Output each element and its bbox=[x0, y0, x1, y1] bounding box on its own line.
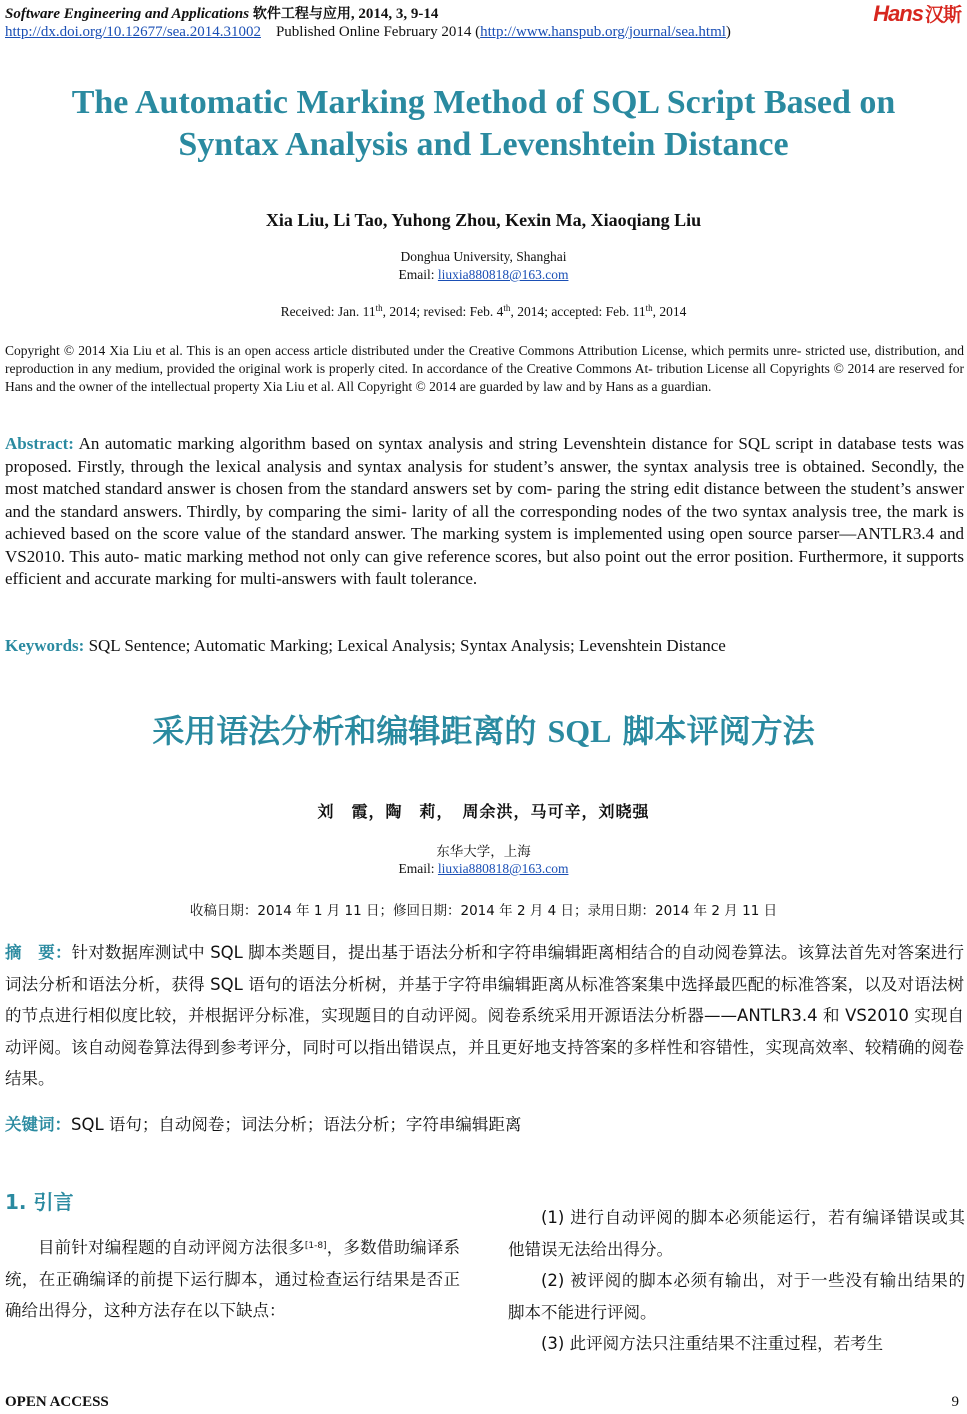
section-number: 1. bbox=[5, 1190, 34, 1214]
list-item: (2) 被评阅的脚本必须有输出，对于一些没有输出结果的脚本不能进行评阅。 bbox=[508, 1271, 965, 1322]
email-cn-label: Email: bbox=[398, 861, 438, 876]
abstract-en bbox=[5, 433, 964, 591]
keywords-cn-text: SQL 语句；自动阅卷；词法分析；语法分析；字符串编辑距离 bbox=[71, 1115, 522, 1134]
copyright-notice: Copyright © 2014 Xia Liu et al. This is an open access article distributed under the Creative Commons Attribution License, which permits unre- stricted use, distribution, and reproduction in any medium, provided the original work is properly cited. In accordance of the Creative Commons At- tribution License all Copyrights © 2014 are reserved for Hans and the owner of the intellectual property Xia Liu et al. All Copyright © 2014 are guarded by law and by Hans as a guardian. bbox=[5, 343, 964, 394]
abstract-cn bbox=[5, 937, 964, 1095]
received-sup: th bbox=[375, 303, 383, 313]
paper-title-en bbox=[0, 82, 967, 166]
hans-logo bbox=[873, 0, 961, 27]
close-paren: ) bbox=[725, 24, 731, 40]
email-en bbox=[0, 267, 967, 283]
authors-en: Xia Liu, Li Tao, Yuhong Zhou, Kexin Ma, Xiaoqiang Liu bbox=[265, 210, 702, 230]
hans-logo-latin: Hans bbox=[873, 1, 923, 26]
published-text: Published Online February 2014 ( bbox=[275, 24, 481, 40]
journal-name-en: Software Engineering and Applications bbox=[5, 6, 250, 22]
title-en-line2: Syntax Analysis and Levenshtein Distance bbox=[178, 126, 789, 163]
email-label: Email: bbox=[398, 267, 438, 282]
keywords-cn bbox=[5, 1111, 964, 1135]
hans-logo-cn: 汉斯 bbox=[924, 4, 961, 26]
keywords-en-label: Keywords: bbox=[5, 636, 85, 655]
journal-name-cn: 软件工程与应用 bbox=[252, 6, 351, 22]
title-en-line1: The Automatic Marking Method of SQL Script Based on bbox=[71, 84, 896, 121]
section-heading-intro bbox=[5, 1186, 73, 1215]
citation-ref: [1-8] bbox=[304, 1241, 327, 1251]
keywords-cn-label: 关键词： bbox=[5, 1115, 71, 1134]
journal-url-link[interactable]: http://www.hanspub.org/journal/sea.html bbox=[480, 24, 726, 40]
title-cn-latin: SQL bbox=[547, 713, 612, 749]
list-item: (3) 此评阅方法只注重结果不注重过程，若考生 bbox=[541, 1334, 884, 1353]
title-cn-part2: 脚本评阅方法 bbox=[611, 712, 815, 750]
publication-line bbox=[5, 24, 731, 41]
right-column bbox=[508, 1202, 965, 1360]
received-dates-en bbox=[0, 304, 967, 320]
paper-title-cn bbox=[0, 706, 967, 752]
journal-volume: , 2014, 3, 9-14 bbox=[350, 6, 439, 22]
footer-open-access: OPEN ACCESS bbox=[5, 1394, 109, 1410]
abstract-cn-label: 摘 要： bbox=[5, 943, 72, 962]
affiliation-cn: 东华大学，上海 bbox=[436, 844, 531, 860]
email-cn-link[interactable]: liuxia880818@163.com bbox=[437, 861, 569, 876]
email-cn bbox=[0, 861, 967, 877]
page-number: 9 bbox=[951, 1394, 959, 1410]
authors-cn: 刘 霞，陶 莉， 周余洪，马可辛，刘晓强 bbox=[317, 802, 650, 821]
keywords-en-text: SQL Sentence; Automatic Marking; Lexical Analysis; Syntax Analysis; Levenshtein Distance bbox=[84, 636, 726, 655]
list-item: (1) 进行自动评阅的脚本必须能运行，若有编译错误或其他错误无法给出得分。 bbox=[508, 1208, 965, 1259]
keywords-en bbox=[5, 636, 964, 656]
doi-link[interactable]: http://dx.doi.org/10.12677/sea.2014.31002 bbox=[5, 24, 261, 40]
abstract-en-label: Abstract: bbox=[5, 434, 74, 453]
abstract-en-text: An automatic marking algorithm based on syntax analysis and string Levenshtein distance for SQL script in database tests was proposed. Firstly, through the lexical analysis and syntax analysis for student’s answer, the syntax analysis tree is obtained. Secondly, the most matched standard answer is chosen from the standard answers set by com- paring the string edit distance between the student’s answer and the standard answers. Thirdly, by comparing the simi- larity of all the corresponding nodes of the two syntax analysis tree, the mark is achieved based on the score value of the standard answer. The marking system is implemented using open source parser—ANTLR3.4 and VS2010. This auto- matic marking method not only can give reference scores, but also point out the error position. Furthermore, it supports efficient and accurate marking for multi-answers with fault tolerance. bbox=[5, 434, 964, 588]
abstract-cn-text: 针对数据库测试中 SQL 脚本类题目，提出基于语法分析和字符串编辑距离相结合的自动阅卷算法。该算法首先对答案进行词法分析和语法分析，获得 SQL 语句的语法分析树，并基于字符串编辑距离从标准答案集中选择最匹配的标准答案，以及对语法树的节点进行相似度比较，并根据评分标准，实现题目的自动评阅。阅卷系统采用开源语法分析器——ANTLR3.4 和 VS2010 实现自动评阅。该自动阅卷算法得到参考评分，同时可以指出错误点，并且更好地支持答案的多样性和容错性，实现高效率、较精确的阅卷结果。 bbox=[5, 943, 965, 1088]
received-dates-cn: 收稿日期：2014 年 1 月 11 日；修回日期：2014 年 2 月 4 日；录用日期：2014 年 2 月 11 日 bbox=[189, 903, 778, 919]
journal-header bbox=[5, 3, 438, 23]
section-title: 引言 bbox=[33, 1190, 74, 1214]
affiliation-en: Donghua University, Shanghai bbox=[400, 249, 567, 264]
revised-part: , 2014; revised: Feb. 4 bbox=[382, 304, 504, 319]
email-link[interactable]: liuxia880818@163.com bbox=[437, 267, 569, 282]
intro-text-b: ，多数借助编译系统，在正确编译的前提下运行脚本，通过检查运行结果是否正确给出得分，这种方法存在以下缺点： bbox=[5, 1238, 460, 1320]
accepted-part: , 2014; accepted: Feb. 11 bbox=[510, 304, 646, 319]
accepted-sup: th bbox=[645, 303, 653, 313]
received-part: Received: Jan. 11 bbox=[280, 304, 376, 319]
intro-paragraph bbox=[5, 1232, 460, 1327]
title-cn-part1: 采用语法分析和编辑距离的 bbox=[152, 712, 548, 750]
revised-sup: th bbox=[503, 303, 511, 313]
accepted-year: , 2014 bbox=[652, 304, 687, 319]
intro-text-a: 目前针对编程题的自动评阅方法很多 bbox=[38, 1238, 305, 1257]
left-column bbox=[5, 1232, 460, 1327]
